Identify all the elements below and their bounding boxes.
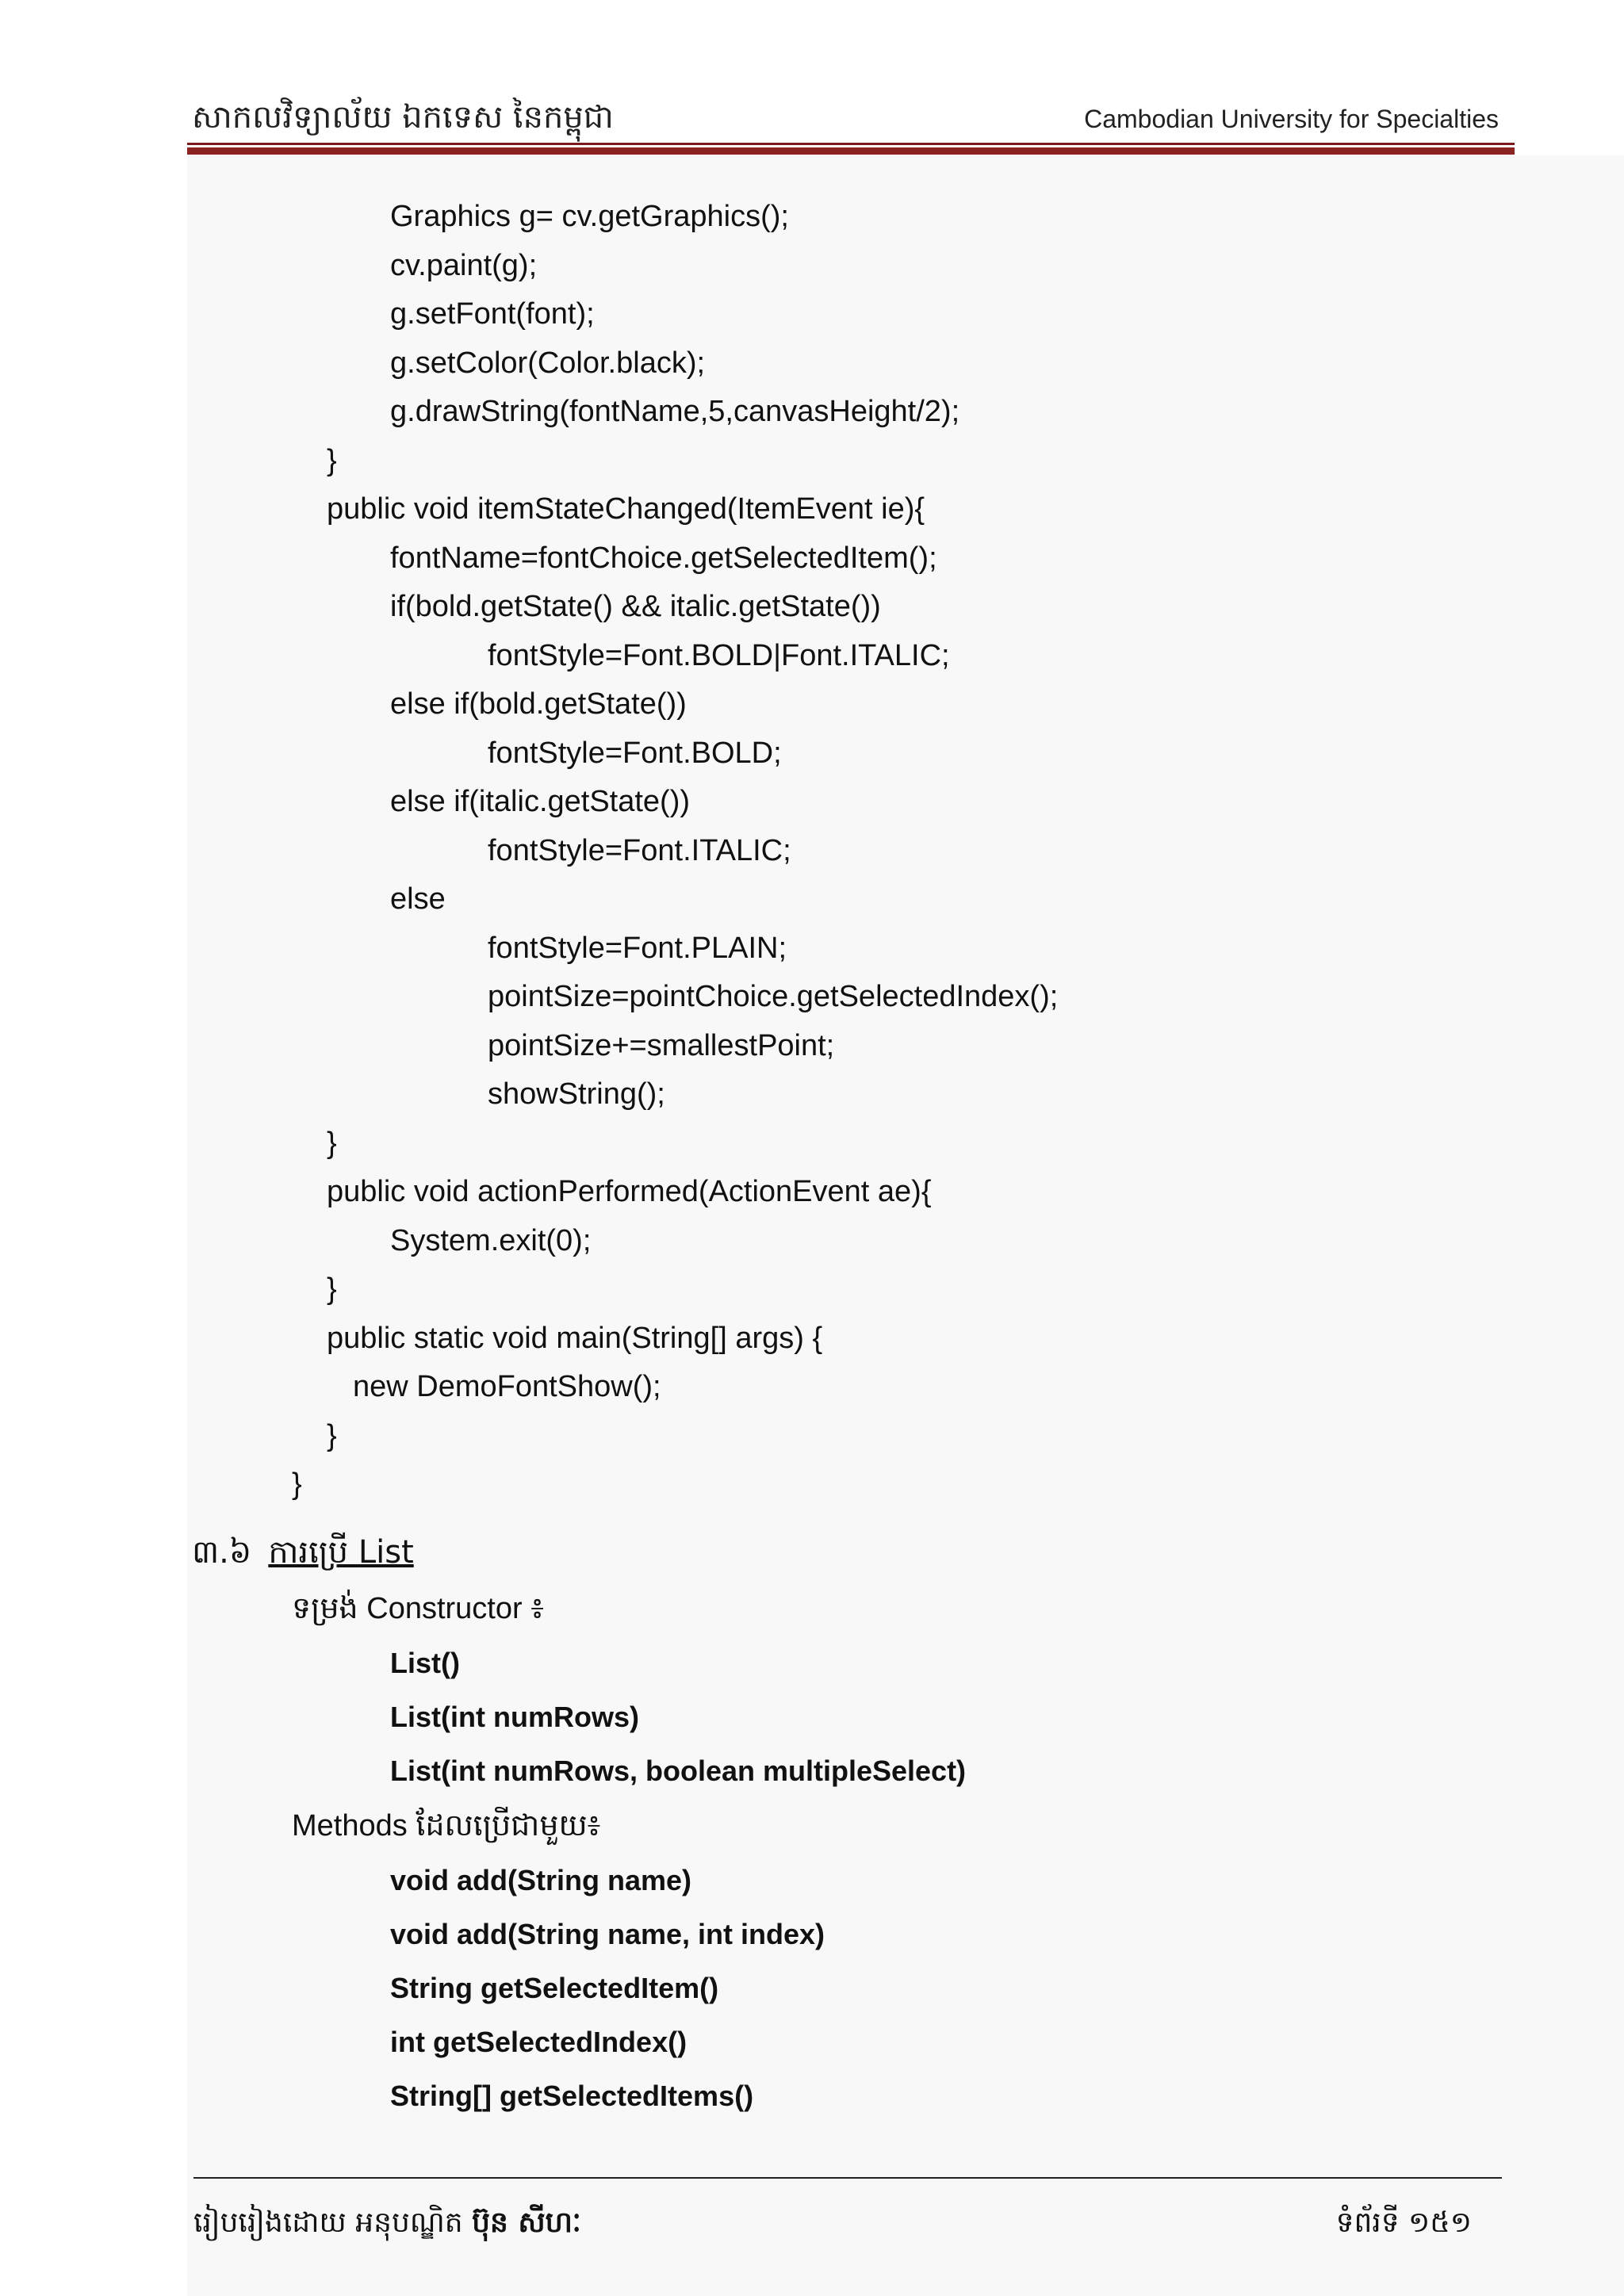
code-line: g.setFont(font); — [390, 297, 595, 331]
constructor-label-khmer: ទម្រង់ — [292, 1590, 358, 1625]
method-signature: String getSelectedItem() — [390, 1972, 719, 2004]
footer-prefix: រៀបរៀងដោយ អនុបណ្ឌិត — [193, 2206, 463, 2239]
constructor-label-english: Constructor ៖ — [366, 1592, 544, 1625]
method-signature: String[] getSelectedItems() — [390, 2080, 754, 2112]
header-rule-thick — [187, 147, 1515, 155]
methods-label — [292, 1808, 600, 1843]
section-number: ៣.៦ — [192, 1534, 252, 1571]
code-line: fontName=fontChoice.getSelectedItem(); — [390, 541, 937, 575]
section-title: ការប្រើ List — [268, 1534, 414, 1571]
code-line: new DemoFontShow(); — [353, 1370, 661, 1403]
section-heading — [192, 1533, 414, 1571]
code-line: fontStyle=Font.PLAIN; — [488, 932, 787, 965]
code-line: pointSize=pointChoice.getSelectedIndex(); — [488, 980, 1059, 1013]
footer-author-credit — [193, 2204, 581, 2246]
method-signature: int getSelectedIndex() — [390, 2026, 688, 2058]
code-line: public static void main(String[] args) { — [327, 1322, 823, 1355]
method-signature: void add(String name, int index) — [390, 1918, 825, 1950]
footer-author: ប៊ុន សីហៈ — [472, 2206, 581, 2239]
code-line: } — [327, 1419, 337, 1452]
constructor-label — [292, 1590, 544, 1626]
code-line: showString(); — [488, 1077, 665, 1111]
method-signature: void add(String name) — [390, 1864, 692, 1896]
code-line: fontStyle=Font.BOLD; — [488, 737, 782, 770]
constructor-signature: List(int numRows, boolean multipleSelect) — [390, 1755, 967, 1787]
code-line: fontStyle=Font.ITALIC; — [488, 834, 791, 867]
code-line: else — [390, 882, 446, 916]
code-line: } — [292, 1468, 302, 1501]
code-line: public void itemStateChanged(ItemEvent ie){ — [327, 492, 925, 526]
code-line: else if(italic.getState()) — [390, 785, 691, 818]
code-line: } — [327, 1127, 337, 1160]
code-line: } — [327, 1272, 337, 1306]
code-line: System.exit(0); — [390, 1224, 592, 1257]
code-line: public void actionPerformed(ActionEvent ae){ — [327, 1175, 932, 1208]
header-university-khmer: សាកលវិទ្យាល័យ ឯកទេស នៃកម្ពុជា — [192, 99, 614, 136]
code-line: pointSize+=smallestPoint; — [488, 1029, 835, 1062]
methods-label-english: Methods — [292, 1809, 408, 1843]
code-line: else if(bold.getState()) — [390, 687, 687, 721]
footer-page-number: ទំព័រទី ១៥១ — [1335, 2206, 1472, 2239]
constructor-signature: List(int numRows) — [390, 1701, 639, 1733]
code-line: if(bold.getState() && italic.getState()) — [390, 590, 881, 623]
constructor-signature: List() — [390, 1647, 460, 1679]
code-line: fontStyle=Font.BOLD|Font.ITALIC; — [488, 639, 950, 672]
code-line: g.drawString(fontName,5,canvasHeight/2); — [390, 395, 960, 428]
methods-label-khmer: ដែលប្រើជាមួយ៖ — [416, 1808, 601, 1843]
code-line: } — [327, 444, 337, 477]
footer-rule — [193, 2177, 1502, 2179]
header-rule — [187, 143, 1515, 145]
code-line: cv.paint(g); — [390, 249, 538, 282]
code-line: g.setColor(Color.black); — [390, 346, 706, 380]
header-university-english: Cambodian University for Specialties — [1084, 105, 1499, 133]
code-line: Graphics g= cv.getGraphics(); — [390, 200, 789, 233]
